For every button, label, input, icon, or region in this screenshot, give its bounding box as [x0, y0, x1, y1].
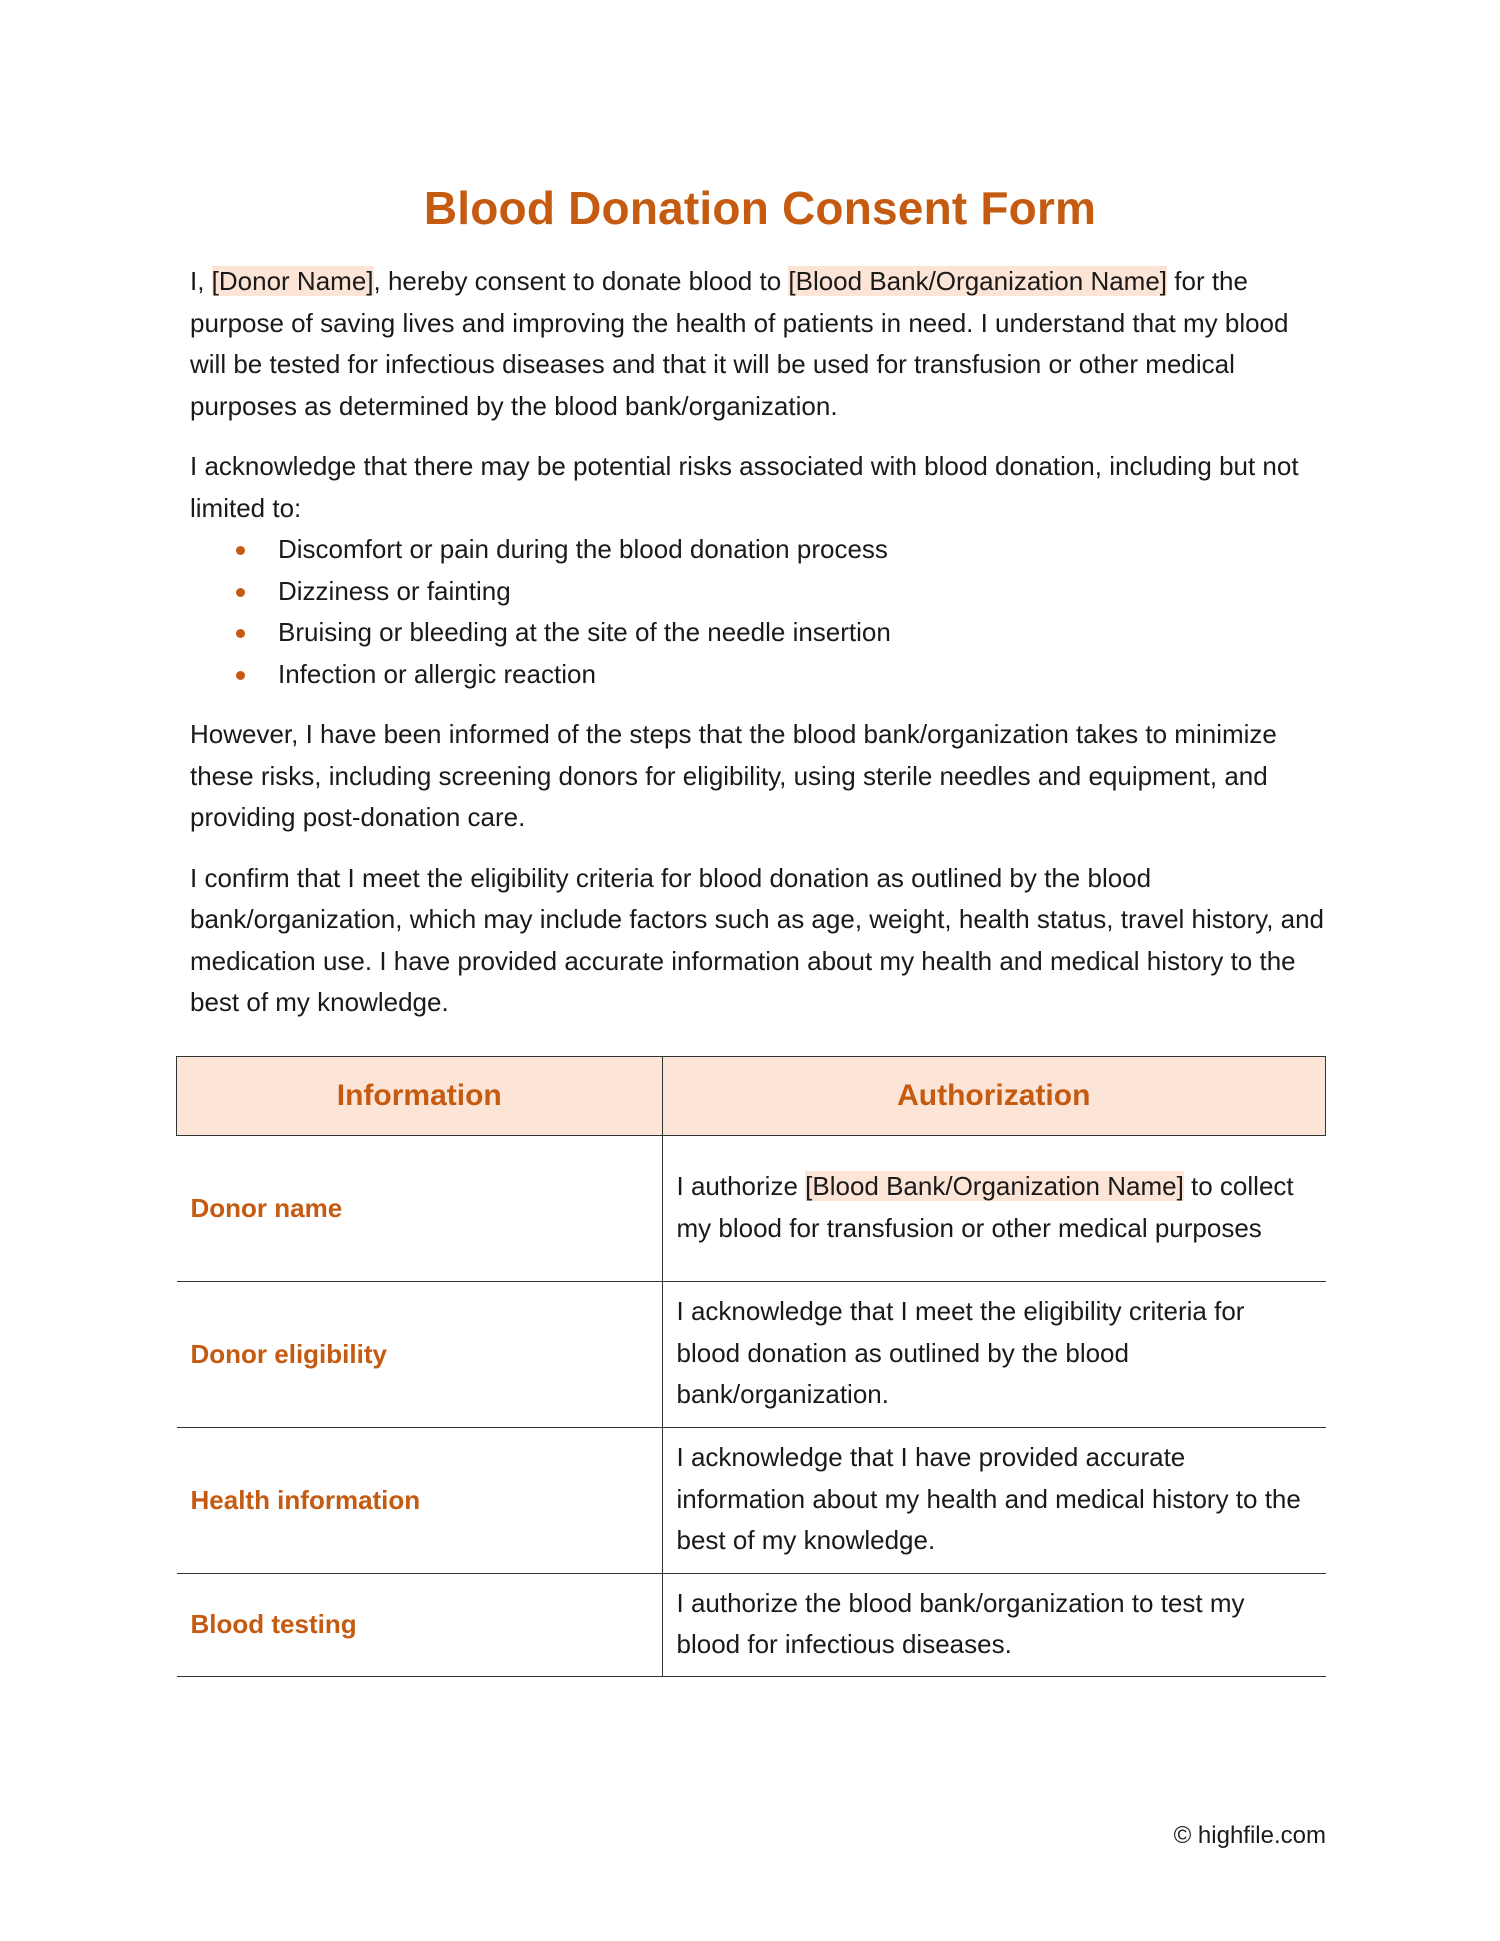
intro-middle: , hereby consent to donate blood to	[373, 266, 789, 296]
row-description: I authorize the blood bank/organization to test my blood for infectious diseases.	[662, 1574, 1326, 1677]
donor-name-placeholder: [Donor Name]	[211, 266, 374, 296]
risks-list	[190, 529, 1330, 695]
row-label: Blood testing	[177, 1574, 663, 1677]
table-row	[177, 1282, 1326, 1428]
document-body	[190, 180, 1330, 1024]
risks-intro-paragraph: I acknowledge that there may be potential risks associated with blood donation, including but not limited to:	[190, 451, 1299, 523]
risk-text: Bruising or bleeding at the site of the needle insertion	[278, 617, 891, 647]
bullet-icon	[236, 546, 245, 555]
intro-paragraph	[190, 261, 1330, 427]
desc-prefix: I authorize	[676, 1171, 806, 1201]
risk-text: Discomfort or pain during the blood donation process	[278, 534, 888, 564]
intro-prefix: I,	[190, 266, 212, 296]
row-description: I acknowledge that I have provided accurate information about my health and medical history to the best of my knowledge.	[662, 1428, 1326, 1574]
table-row	[177, 1136, 1326, 1282]
header-authorization: Authorization	[662, 1057, 1326, 1136]
mitigation-paragraph: However, I have been informed of the steps that the blood bank/organization takes to minimize these risks, including screening donors for eligibility, using sterile needles and equipment, and providing post-donation care.	[190, 719, 1277, 832]
risk-item	[190, 571, 1330, 613]
risk-item	[190, 529, 1330, 571]
header-information: Information	[177, 1057, 663, 1136]
bullet-icon	[236, 629, 245, 638]
eligibility-paragraph: I confirm that I meet the eligibility criteria for blood donation as outlined by the blood bank/organization, which may include factors such as age, weight, health status, travel history, and medication use. I have provided accurate information about my health and medical history to the best of my knowledge.	[190, 862, 1325, 1017]
table-row	[177, 1428, 1326, 1574]
bullet-icon	[236, 588, 245, 597]
desc-suffix: to collect my blood for transfusion or other medical purposes	[676, 1171, 1294, 1243]
intro-suffix: for the purpose of saving lives and improving the health of patients in need. I understand that my blood will be tested for infectious diseases and that it will be used for transfusion or other medical purposes as determined by the blood bank/organization.	[190, 266, 1289, 421]
risk-item	[190, 654, 1330, 696]
table-row	[177, 1574, 1326, 1677]
footer-copyright: © highfile.com	[1173, 1822, 1326, 1849]
row-label: Donor eligibility	[177, 1282, 663, 1428]
row-label: Donor name	[177, 1136, 663, 1282]
table-header-row	[177, 1057, 1326, 1136]
risk-text: Dizziness or fainting	[278, 575, 511, 606]
row-description: I acknowledge that I meet the eligibility criteria for blood donation as outlined by the blood bank/organization.	[662, 1282, 1326, 1428]
authorization-table	[176, 1056, 1326, 1677]
risk-text: Infection or allergic reaction	[278, 658, 596, 689]
page-title: Blood Donation Consent Form	[423, 182, 1097, 234]
organization-placeholder: [Blood Bank/Organization Name]	[788, 266, 1168, 296]
row-description	[662, 1136, 1326, 1282]
risk-item	[190, 612, 1330, 654]
organization-placeholder: [Blood Bank/Organization Name]	[805, 1171, 1184, 1201]
row-label: Health information	[177, 1428, 663, 1574]
bullet-icon	[236, 671, 245, 680]
